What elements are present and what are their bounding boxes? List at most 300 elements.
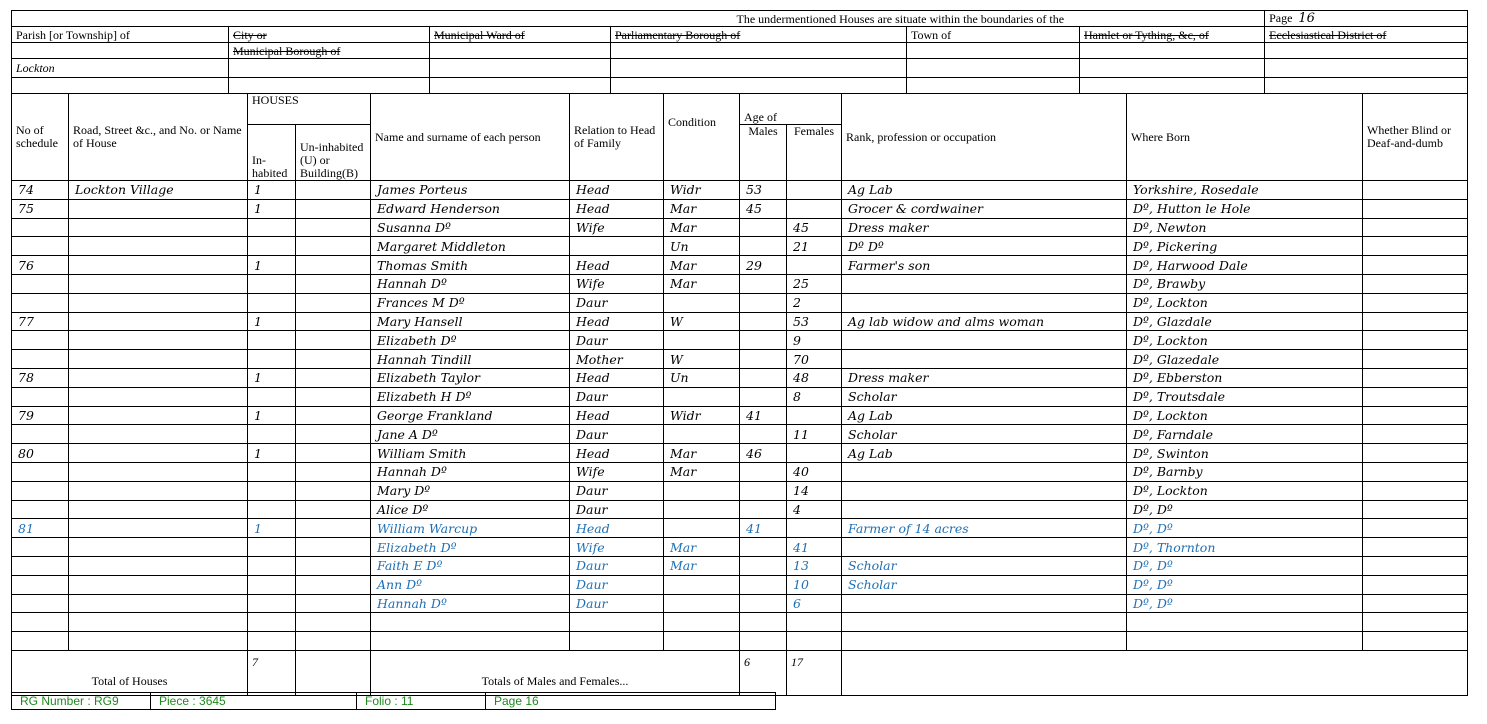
relation-cell: Daur — [570, 331, 664, 350]
males-cell — [740, 312, 787, 331]
footer-piece: Piece : 3645 — [151, 693, 357, 710]
road-cell — [69, 312, 248, 331]
schedule-cell: 75 — [12, 199, 69, 218]
females-cell — [787, 181, 842, 200]
parish-value: Lockton — [12, 59, 229, 78]
road-cell — [69, 613, 248, 632]
females-cell: 48 — [787, 368, 842, 387]
road-cell — [69, 368, 248, 387]
inhabited-cell — [248, 293, 296, 312]
relation-cell: Daur — [570, 425, 664, 444]
road-cell — [69, 632, 248, 651]
ecclesiastical-label: Ecclesiastical District of — [1265, 27, 1468, 43]
males-cell — [740, 632, 787, 651]
born-cell: Dº, Newton — [1127, 218, 1363, 237]
blind-cell — [1363, 237, 1468, 256]
inhabited-cell — [248, 387, 296, 406]
born-cell: Dº, Ebberston — [1127, 368, 1363, 387]
inhabited-cell — [248, 462, 296, 481]
road-cell — [69, 481, 248, 500]
schedule-cell: 77 — [12, 312, 69, 331]
municipal-borough-label: Municipal Borough of — [229, 43, 430, 59]
occupation-cell — [842, 293, 1127, 312]
total-persons-label: Totals of Males and Females... — [371, 650, 740, 695]
occupation-cell: Scholar — [842, 387, 1127, 406]
footer-page: Page 16 — [486, 693, 776, 710]
uninhabited-cell — [296, 444, 371, 463]
females-cell — [787, 199, 842, 218]
blind-cell — [1363, 312, 1468, 331]
hamlet-label: Hamlet or Tything, &c, of — [1080, 27, 1265, 43]
table-row — [12, 293, 1468, 312]
relation-cell: Wife — [570, 538, 664, 557]
road-cell — [69, 199, 248, 218]
uninhabited-cell — [296, 368, 371, 387]
census-rows — [12, 181, 1468, 651]
inhabited-cell — [248, 218, 296, 237]
table-row — [12, 594, 1468, 613]
females-cell: 11 — [787, 425, 842, 444]
blind-cell — [1363, 556, 1468, 575]
district-header — [11, 10, 1468, 94]
name-cell — [371, 632, 570, 651]
relation-cell: Head — [570, 199, 664, 218]
born-cell: Dº, Troutsdale — [1127, 387, 1363, 406]
city-label: City or — [229, 27, 430, 43]
occupation-cell: Ag lab widow and alms woman — [842, 312, 1127, 331]
females-cell: 13 — [787, 556, 842, 575]
occupation-cell — [842, 632, 1127, 651]
name-cell: Elizabeth Dº — [371, 331, 570, 350]
blind-cell — [1363, 368, 1468, 387]
occupation-cell — [842, 613, 1127, 632]
relation-cell: Daur — [570, 500, 664, 519]
schedule-cell — [12, 538, 69, 557]
inhabited-cell: 1 — [248, 444, 296, 463]
road-cell — [69, 425, 248, 444]
census-table — [11, 93, 1468, 696]
inhabited-cell — [248, 425, 296, 444]
born-cell — [1127, 632, 1363, 651]
col-road: Road, Street &c., and No. or Name of House — [69, 94, 248, 181]
blind-cell — [1363, 387, 1468, 406]
schedule-cell — [12, 218, 69, 237]
road-cell — [69, 331, 248, 350]
col-age-of: Age of — [740, 94, 842, 125]
condition-cell: Mar — [664, 538, 740, 557]
road-cell — [69, 519, 248, 538]
occupation-cell: Scholar — [842, 425, 1127, 444]
blind-cell — [1363, 481, 1468, 500]
blind-cell — [1363, 594, 1468, 613]
page-label: Page — [1269, 11, 1293, 25]
males-cell: 41 — [740, 406, 787, 425]
table-row — [12, 256, 1468, 275]
name-cell: Susanna Dº — [371, 218, 570, 237]
col-females: Females — [787, 125, 842, 181]
table-row — [12, 481, 1468, 500]
col-schedule: No of schedule — [12, 94, 69, 181]
males-cell — [740, 425, 787, 444]
blind-cell — [1363, 632, 1468, 651]
schedule-cell — [12, 274, 69, 293]
road-cell — [69, 462, 248, 481]
name-cell: Alice Dº — [371, 500, 570, 519]
females-cell: 40 — [787, 462, 842, 481]
males-cell — [740, 350, 787, 369]
schedule-cell — [12, 613, 69, 632]
uninhabited-cell — [296, 538, 371, 557]
name-cell: Mary Dº — [371, 481, 570, 500]
occupation-cell: Grocer & cordwainer — [842, 199, 1127, 218]
table-row — [12, 237, 1468, 256]
uninhabited-cell — [296, 425, 371, 444]
road-cell — [69, 406, 248, 425]
municipal-ward-label: Municipal Ward of — [430, 27, 611, 43]
name-cell: Ann Dº — [371, 575, 570, 594]
relation-cell: Daur — [570, 481, 664, 500]
uninhabited-cell — [296, 500, 371, 519]
table-row — [12, 387, 1468, 406]
relation-cell: Daur — [570, 293, 664, 312]
col-houses: HOUSES — [248, 94, 371, 125]
name-cell: Thomas Smith — [371, 256, 570, 275]
road-cell — [69, 218, 248, 237]
col-name: Name and surname of each person — [371, 94, 570, 181]
females-cell: 10 — [787, 575, 842, 594]
males-cell: 41 — [740, 519, 787, 538]
born-cell: Dº, Barnby — [1127, 462, 1363, 481]
table-row — [12, 425, 1468, 444]
total-males: 6 — [740, 650, 787, 695]
males-cell — [740, 500, 787, 519]
condition-cell: Mar — [664, 199, 740, 218]
uninhabited-cell — [296, 274, 371, 293]
parish-label: Parish [or Township] of — [12, 27, 229, 43]
table-row — [12, 500, 1468, 519]
females-cell: 14 — [787, 481, 842, 500]
blind-cell — [1363, 444, 1468, 463]
males-cell: 53 — [740, 181, 787, 200]
inhabited-cell — [248, 594, 296, 613]
name-cell: Edward Henderson — [371, 199, 570, 218]
table-row — [12, 462, 1468, 481]
males-cell — [740, 594, 787, 613]
road-cell — [69, 237, 248, 256]
blind-cell — [1363, 293, 1468, 312]
males-cell — [740, 538, 787, 557]
males-cell — [740, 331, 787, 350]
inhabited-cell — [248, 274, 296, 293]
born-cell: Dº, Hutton le Hole — [1127, 199, 1363, 218]
females-cell: 21 — [787, 237, 842, 256]
road-cell — [69, 274, 248, 293]
condition-cell: Widr — [664, 406, 740, 425]
relation-cell: Daur — [570, 387, 664, 406]
table-row — [12, 556, 1468, 575]
occupation-cell — [842, 594, 1127, 613]
condition-cell: W — [664, 312, 740, 331]
relation-cell: Mother — [570, 350, 664, 369]
blind-cell — [1363, 462, 1468, 481]
name-cell: Elizabeth H Dº — [371, 387, 570, 406]
condition-cell: Mar — [664, 444, 740, 463]
uninhabited-cell — [296, 613, 371, 632]
inhabited-cell: 1 — [248, 519, 296, 538]
uninhabited-cell — [296, 199, 371, 218]
occupation-cell — [842, 538, 1127, 557]
footer-bar — [11, 692, 776, 710]
born-cell: Dº, Swinton — [1127, 444, 1363, 463]
inhabited-cell — [248, 500, 296, 519]
occupation-cell — [842, 331, 1127, 350]
females-cell: 4 — [787, 500, 842, 519]
name-cell: Margaret Middleton — [371, 237, 570, 256]
table-row — [12, 181, 1468, 200]
table-row — [12, 274, 1468, 293]
relation-cell: Daur — [570, 575, 664, 594]
occupation-cell: Scholar — [842, 575, 1127, 594]
uninhabited-cell — [296, 312, 371, 331]
schedule-cell — [12, 481, 69, 500]
uninhabited-cell — [296, 519, 371, 538]
born-cell: Dº, Lockton — [1127, 406, 1363, 425]
born-cell: Dº, Dº — [1127, 556, 1363, 575]
inhabited-cell: 1 — [248, 256, 296, 275]
condition-cell: Mar — [664, 462, 740, 481]
name-cell: William Warcup — [371, 519, 570, 538]
condition-cell: Mar — [664, 274, 740, 293]
occupation-cell: Ag Lab — [842, 181, 1127, 200]
uninhabited-cell — [296, 181, 371, 200]
footer-rg: RG Number : RG9 — [12, 693, 151, 710]
blind-cell — [1363, 218, 1468, 237]
name-cell: Jane A Dº — [371, 425, 570, 444]
females-cell: 53 — [787, 312, 842, 331]
road-cell — [69, 538, 248, 557]
relation-cell — [570, 237, 664, 256]
blind-cell — [1363, 425, 1468, 444]
total-females: 17 — [787, 650, 842, 695]
blind-cell — [1363, 331, 1468, 350]
table-row — [12, 613, 1468, 632]
blind-cell — [1363, 181, 1468, 200]
schedule-cell — [12, 462, 69, 481]
condition-cell: Mar — [664, 256, 740, 275]
blind-cell — [1363, 575, 1468, 594]
inhabited-cell — [248, 331, 296, 350]
col-uninhabited: Un-inhabited (U) or Building(B) — [296, 125, 371, 181]
schedule-cell: 81 — [12, 519, 69, 538]
col-inhabited: In-habited — [248, 125, 296, 181]
road-cell — [69, 293, 248, 312]
females-cell: 45 — [787, 218, 842, 237]
table-row — [12, 350, 1468, 369]
occupation-cell — [842, 500, 1127, 519]
females-cell — [787, 444, 842, 463]
schedule-cell — [12, 632, 69, 651]
males-cell — [740, 293, 787, 312]
blind-cell — [1363, 199, 1468, 218]
born-cell: Dº, Pickering — [1127, 237, 1363, 256]
road-cell — [69, 256, 248, 275]
schedule-cell: 79 — [12, 406, 69, 425]
inhabited-cell — [248, 556, 296, 575]
name-cell: Faith E Dº — [371, 556, 570, 575]
born-cell: Dº, Lockton — [1127, 331, 1363, 350]
road-cell — [69, 387, 248, 406]
schedule-cell — [12, 293, 69, 312]
table-row — [12, 406, 1468, 425]
uninhabited-cell — [296, 632, 371, 651]
occupation-cell: Scholar — [842, 556, 1127, 575]
males-cell — [740, 218, 787, 237]
town-label: Town of — [907, 27, 1080, 43]
name-cell: Mary Hansell — [371, 312, 570, 331]
inhabited-cell — [248, 237, 296, 256]
schedule-cell — [12, 350, 69, 369]
table-row — [12, 519, 1468, 538]
born-cell: Dº, Harwood Dale — [1127, 256, 1363, 275]
schedule-cell — [12, 575, 69, 594]
schedule-cell — [12, 425, 69, 444]
road-cell — [69, 350, 248, 369]
blind-cell — [1363, 500, 1468, 519]
born-cell: Dº, Thornton — [1127, 538, 1363, 557]
total-houses-value: 7 — [248, 650, 296, 695]
condition-cell: Mar — [664, 556, 740, 575]
relation-cell: Head — [570, 312, 664, 331]
females-cell — [787, 406, 842, 425]
relation-cell: Head — [570, 519, 664, 538]
page-cell — [1265, 11, 1468, 27]
schedule-cell: 78 — [12, 368, 69, 387]
males-cell — [740, 237, 787, 256]
uninhabited-cell — [296, 218, 371, 237]
col-blind: Whether Blind or Deaf-and-dumb — [1363, 94, 1468, 181]
relation-cell: Head — [570, 406, 664, 425]
schedule-cell — [12, 556, 69, 575]
condition-cell — [664, 594, 740, 613]
condition-cell: Mar — [664, 218, 740, 237]
total-houses-label: Total of Houses — [12, 650, 248, 695]
uninhabited-cell — [296, 293, 371, 312]
males-cell — [740, 274, 787, 293]
uninhabited-cell — [296, 350, 371, 369]
occupation-cell — [842, 462, 1127, 481]
name-cell: Hannah Tindill — [371, 350, 570, 369]
condition-cell: Un — [664, 368, 740, 387]
road-cell — [69, 500, 248, 519]
name-cell: George Frankland — [371, 406, 570, 425]
relation-cell: Daur — [570, 556, 664, 575]
name-cell: Frances M Dº — [371, 293, 570, 312]
schedule-cell — [12, 594, 69, 613]
occupation-cell: Dress maker — [842, 368, 1127, 387]
occupation-cell: Dress maker — [842, 218, 1127, 237]
inhabited-cell — [248, 350, 296, 369]
col-occupation: Rank, profession or occupation — [842, 94, 1127, 181]
name-cell: Elizabeth Dº — [371, 538, 570, 557]
inhabited-cell: 1 — [248, 406, 296, 425]
footer-folio: Folio : 11 — [357, 693, 486, 710]
page-number: 16 — [1298, 11, 1315, 26]
condition-cell: Un — [664, 237, 740, 256]
born-cell: Dº, Glazdale — [1127, 312, 1363, 331]
uninhabited-cell — [296, 462, 371, 481]
males-cell: 46 — [740, 444, 787, 463]
blind-cell — [1363, 519, 1468, 538]
occupation-cell: Farmer of 14 acres — [842, 519, 1127, 538]
occupation-cell — [842, 481, 1127, 500]
name-cell: Hannah Dº — [371, 594, 570, 613]
schedule-cell — [12, 500, 69, 519]
table-row — [12, 312, 1468, 331]
born-cell: Dº, Lockton — [1127, 293, 1363, 312]
table-row — [12, 331, 1468, 350]
occupation-cell: Ag Lab — [842, 444, 1127, 463]
table-row — [12, 538, 1468, 557]
inhabited-cell: 1 — [248, 368, 296, 387]
occupation-cell — [842, 274, 1127, 293]
road-cell — [69, 594, 248, 613]
condition-cell — [664, 481, 740, 500]
inhabited-cell — [248, 481, 296, 500]
condition-cell — [664, 613, 740, 632]
col-condition: Condition — [664, 94, 740, 181]
uninhabited-cell — [296, 387, 371, 406]
condition-cell: W — [664, 350, 740, 369]
parliamentary-label: Parliamentary Borough of — [611, 27, 907, 43]
males-cell — [740, 481, 787, 500]
schedule-cell: 76 — [12, 256, 69, 275]
relation-cell: Head — [570, 444, 664, 463]
schedule-cell — [12, 387, 69, 406]
born-cell: Yorkshire, Rosedale — [1127, 181, 1363, 200]
name-cell: Elizabeth Taylor — [371, 368, 570, 387]
schedule-cell: 80 — [12, 444, 69, 463]
females-cell: 41 — [787, 538, 842, 557]
road-cell: Lockton Village — [69, 181, 248, 200]
relation-cell — [570, 632, 664, 651]
table-row — [12, 368, 1468, 387]
condition-cell — [664, 425, 740, 444]
relation-cell: Wife — [570, 274, 664, 293]
females-cell: 2 — [787, 293, 842, 312]
table-row — [12, 199, 1468, 218]
condition-cell — [664, 293, 740, 312]
males-cell — [740, 575, 787, 594]
name-cell — [371, 613, 570, 632]
relation-cell: Head — [570, 256, 664, 275]
males-cell: 45 — [740, 199, 787, 218]
schedule-cell: 74 — [12, 181, 69, 200]
females-cell: 25 — [787, 274, 842, 293]
col-males: Males — [740, 125, 787, 181]
table-row — [12, 575, 1468, 594]
inhabited-cell: 1 — [248, 181, 296, 200]
totals-row — [12, 650, 1468, 695]
road-cell — [69, 556, 248, 575]
condition-cell: Widr — [664, 181, 740, 200]
born-cell: Dº, Farndale — [1127, 425, 1363, 444]
name-cell: James Porteus — [371, 181, 570, 200]
born-cell: Dº, Glazedale — [1127, 350, 1363, 369]
uninhabited-cell — [296, 406, 371, 425]
females-cell — [787, 632, 842, 651]
born-cell: Dº, Lockton — [1127, 481, 1363, 500]
road-cell — [69, 444, 248, 463]
